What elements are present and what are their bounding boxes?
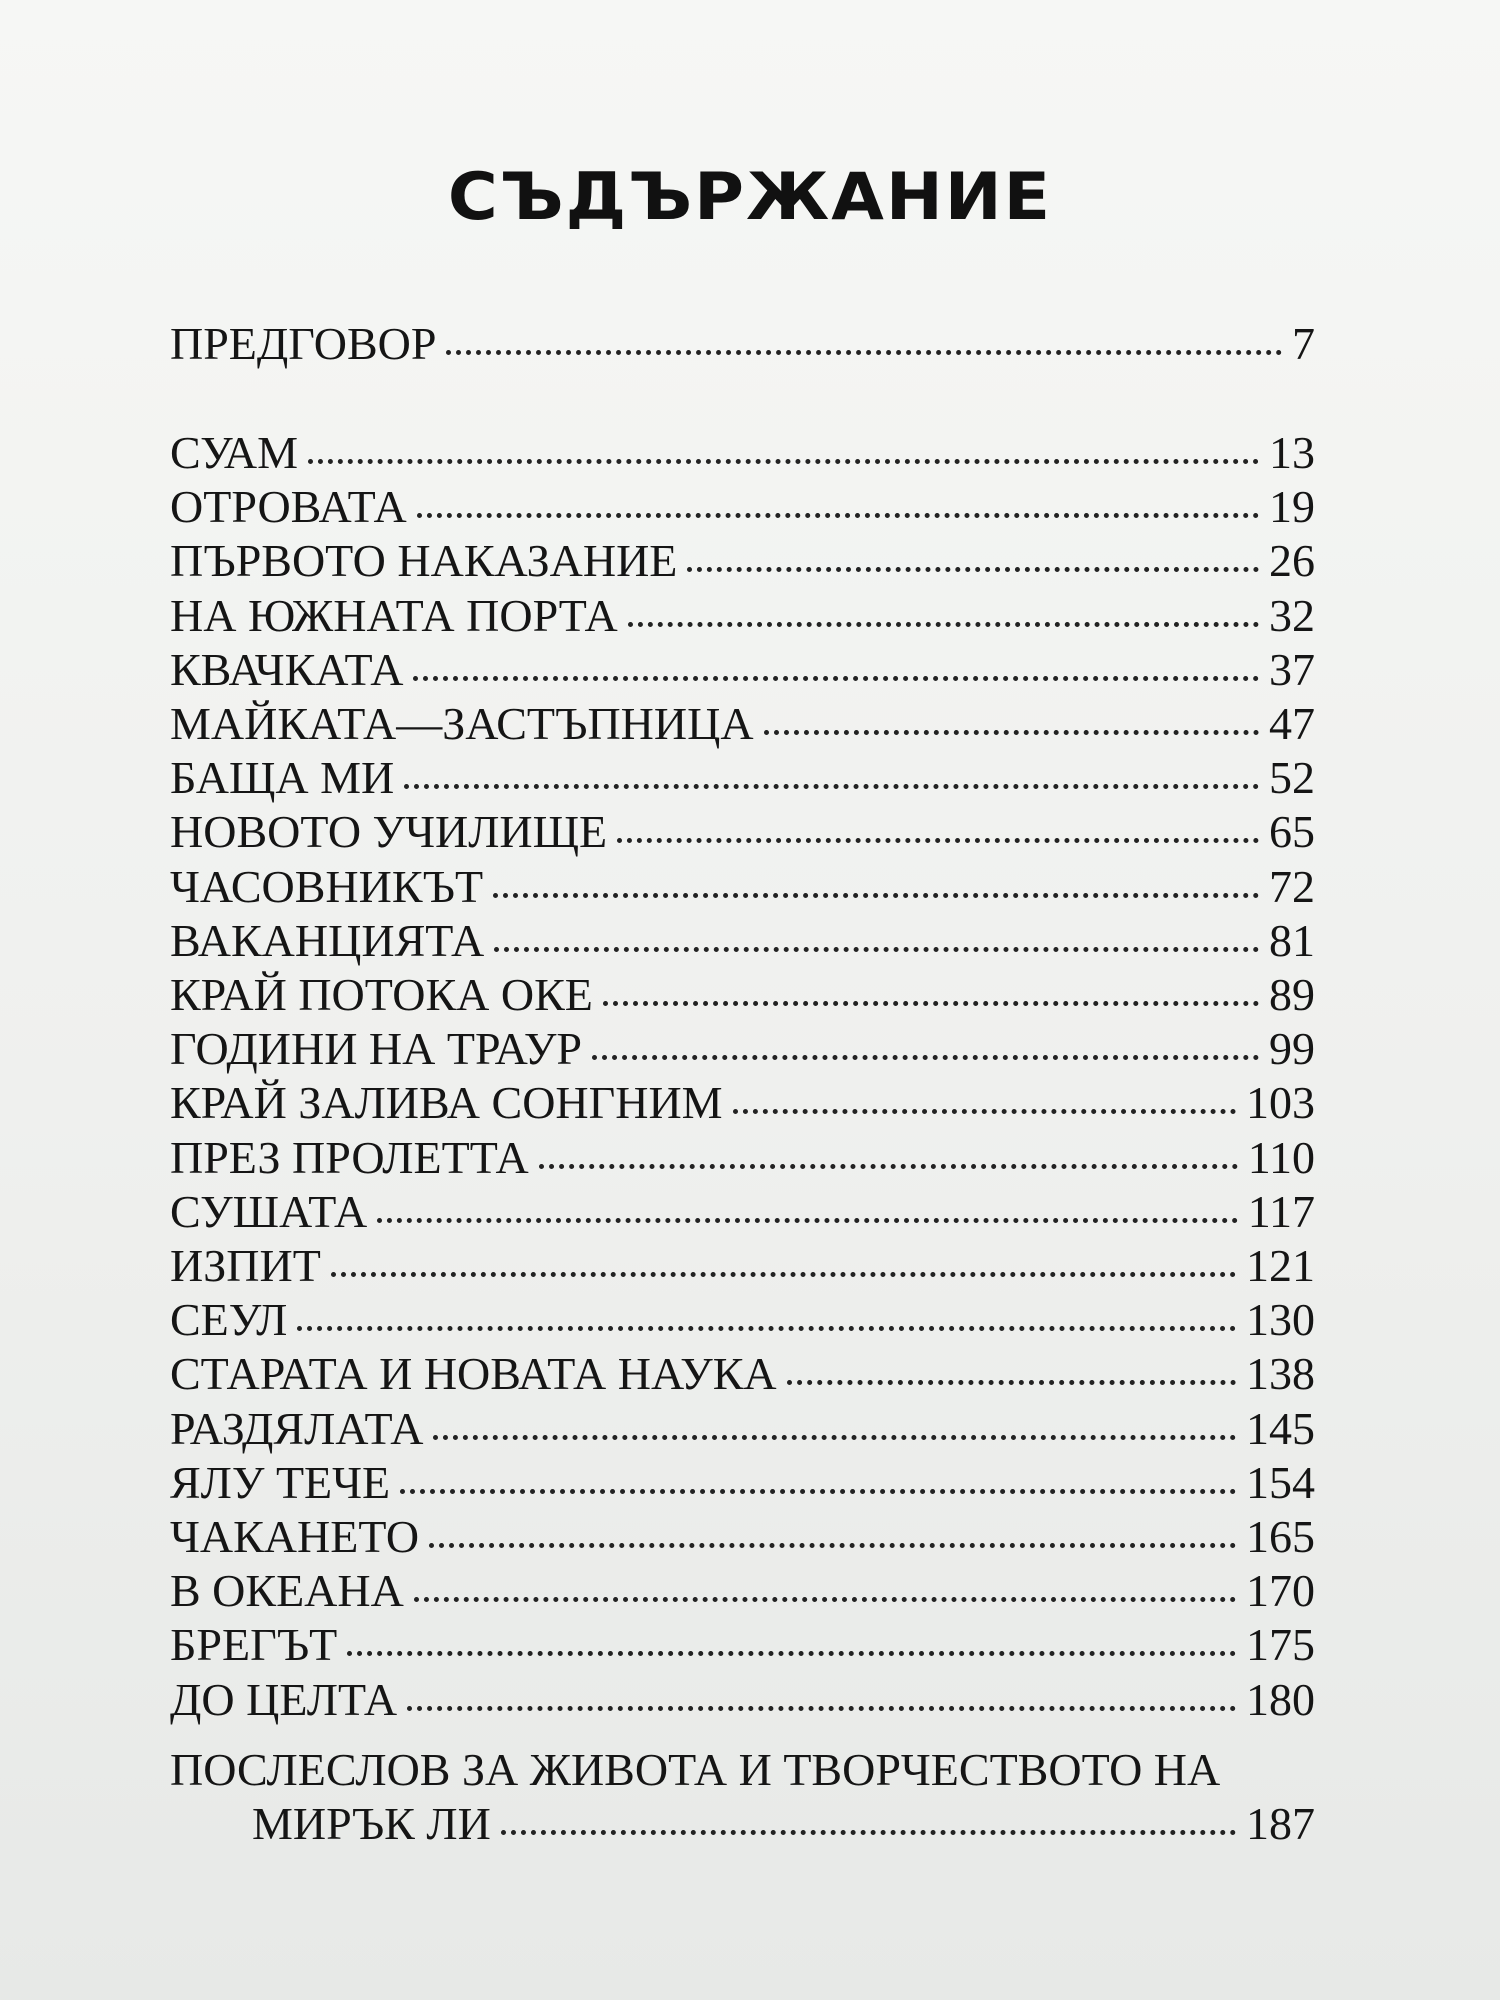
toc-entry-title: ПРЕЗ ПРОЛЕТТА [170,1131,529,1183]
toc-entry-title: МАЙКАТА—ЗАСТЪПНИЦА [170,698,754,749]
toc-entry-page: 32 [1269,589,1315,641]
toc-entry [170,968,1315,1022]
dot-leader [628,622,1259,627]
toc-entry-title: СЕУЛ [170,1294,288,1346]
dot-leader [539,1164,1238,1169]
dot-leader [687,567,1259,572]
dot-leader [494,947,1259,952]
toc-entry-page: 19 [1269,481,1315,533]
toc-entry-title: ЧАКАНЕТО [170,1511,420,1562]
dot-leader [413,676,1259,681]
toc-entry-title: СТАРАТА И НОВАТА НАУКА [170,1348,777,1400]
toc-entry-title: НОВОТО УЧИЛИЩЕ [170,806,608,858]
toc-entry [170,860,1315,914]
toc-entry [170,914,1315,968]
toc-entry-page: 175 [1246,1619,1315,1671]
toc-entry-page: 103 [1246,1077,1315,1129]
page-title: СЪДЪРЖАНИЕ [447,159,1053,236]
toc-entry-title: ИЗПИТ [170,1240,321,1291]
toc-entry-title: СУАМ [170,427,298,478]
dot-leader [407,1706,1236,1711]
toc-entry-page: 138 [1246,1348,1315,1400]
toc-entry-page: 13 [1269,427,1315,478]
toc-entry-page: 47 [1269,698,1315,749]
toc-entry-page: 52 [1269,752,1315,804]
toc-entry [170,805,1315,859]
toc-entry-page: 7 [1292,318,1315,369]
toc-entry-page: 81 [1269,914,1315,966]
toc-entry-title: МИРЪК ЛИ [252,1798,491,1849]
dot-leader [733,1109,1236,1114]
toc-entry [170,426,1315,480]
table-of-contents [170,0,1315,2000]
dot-leader [446,350,1282,355]
toc-entry-title: В ОКЕАНА [170,1565,404,1617]
toc-entry [170,589,1315,643]
toc-entry-title: НА ЮЖНАТА ПОРТА [170,589,618,641]
toc-entry [170,1131,1315,1185]
toc-entry [170,1673,1315,1727]
toc-entry [170,480,1315,534]
dot-leader [429,1543,1236,1548]
dot-leader [764,730,1259,735]
toc-entry-title: РАЗДЯЛАТА [170,1402,424,1454]
toc-entry-page: 99 [1269,1023,1315,1075]
dot-leader [414,1597,1236,1602]
toc-entry-page: 26 [1269,535,1315,587]
toc-entry [170,1239,1315,1293]
toc-entry-title: БАЩА МИ [170,752,395,804]
dot-leader [501,1830,1236,1835]
dot-leader [308,459,1259,464]
toc-entry [170,643,1315,697]
toc-entry [170,697,1315,751]
toc-entry-page: 72 [1269,860,1315,912]
toc-entry-page: 154 [1246,1456,1315,1508]
toc-entry-title: ОТРОВАТА [170,481,407,533]
toc-entry-title: ПРЕДГОВОР [170,318,437,369]
toc-entry [170,1402,1315,1456]
toc-entry-page: 110 [1247,1131,1315,1183]
toc-entry-page: 187 [1246,1798,1315,1849]
toc-entry-title: ПЪРВОТО НАКАЗАНИЕ [170,535,678,587]
toc-entry-preface [170,317,1315,371]
toc-entry-title: ЯЛУ ТЕЧЕ [170,1456,391,1508]
toc-entry-page: 145 [1246,1402,1315,1454]
toc-entry-page: 165 [1246,1511,1315,1562]
toc-entry [170,751,1315,805]
dot-leader [592,1055,1259,1060]
toc-entry-page: 180 [1246,1673,1315,1725]
toc-entry-title: КВАЧКАТА [170,643,404,695]
dot-leader [404,784,1259,789]
toc-entry-title: ГОДИНИ НА ТРАУР [170,1023,582,1075]
dot-leader [617,838,1259,843]
toc-entry-title: БРЕГЪТ [170,1619,338,1671]
toc-entry [170,1618,1315,1672]
toc-entry-page: 65 [1269,806,1315,858]
dot-leader [331,1272,1236,1277]
toc-entry-title: СУШАТА [170,1185,368,1237]
toc-entry-page: 89 [1269,969,1315,1020]
toc-entry-page: 37 [1269,643,1315,695]
dot-leader [377,1218,1237,1223]
toc-entry [170,1022,1315,1076]
toc-entry-page: 121 [1246,1240,1315,1291]
toc-entry [170,1347,1315,1401]
toc-entry [170,534,1315,588]
dot-leader [433,1435,1236,1440]
dot-leader [603,1001,1259,1006]
toc-entry-title: КРАЙ ПОТОКА ОКЕ [170,969,593,1020]
toc-entry [170,1456,1315,1510]
toc-entry [170,1564,1315,1618]
dot-leader [400,1489,1236,1494]
toc-entry-title: ЧАСОВНИКЪТ [170,860,484,912]
dot-leader [787,1380,1236,1385]
dot-leader [347,1651,1236,1656]
toc-entry [170,1076,1315,1130]
dot-leader [297,1326,1236,1331]
toc-entry-afterword [170,1797,1315,1851]
toc-entry-afterword-line1: ПОСЛЕСЛОВ ЗА ЖИВОТА И ТВОРЧЕСТВОТО НА [170,1744,1221,1795]
toc-entry-page: 117 [1247,1185,1315,1237]
toc-entry-title: ДО ЦЕЛТА [170,1673,398,1725]
dot-leader [493,893,1259,898]
toc-entry [170,1293,1315,1347]
toc-entry-page: 170 [1246,1565,1315,1617]
toc-entry-title: КРАЙ ЗАЛИВА СОНГНИМ [170,1077,723,1129]
toc-entry-page: 130 [1246,1294,1315,1346]
toc-entry-title: ВАКАНЦИЯТА [170,914,485,966]
toc-entry [170,1510,1315,1564]
toc-entry [170,1185,1315,1239]
dot-leader [417,513,1259,518]
